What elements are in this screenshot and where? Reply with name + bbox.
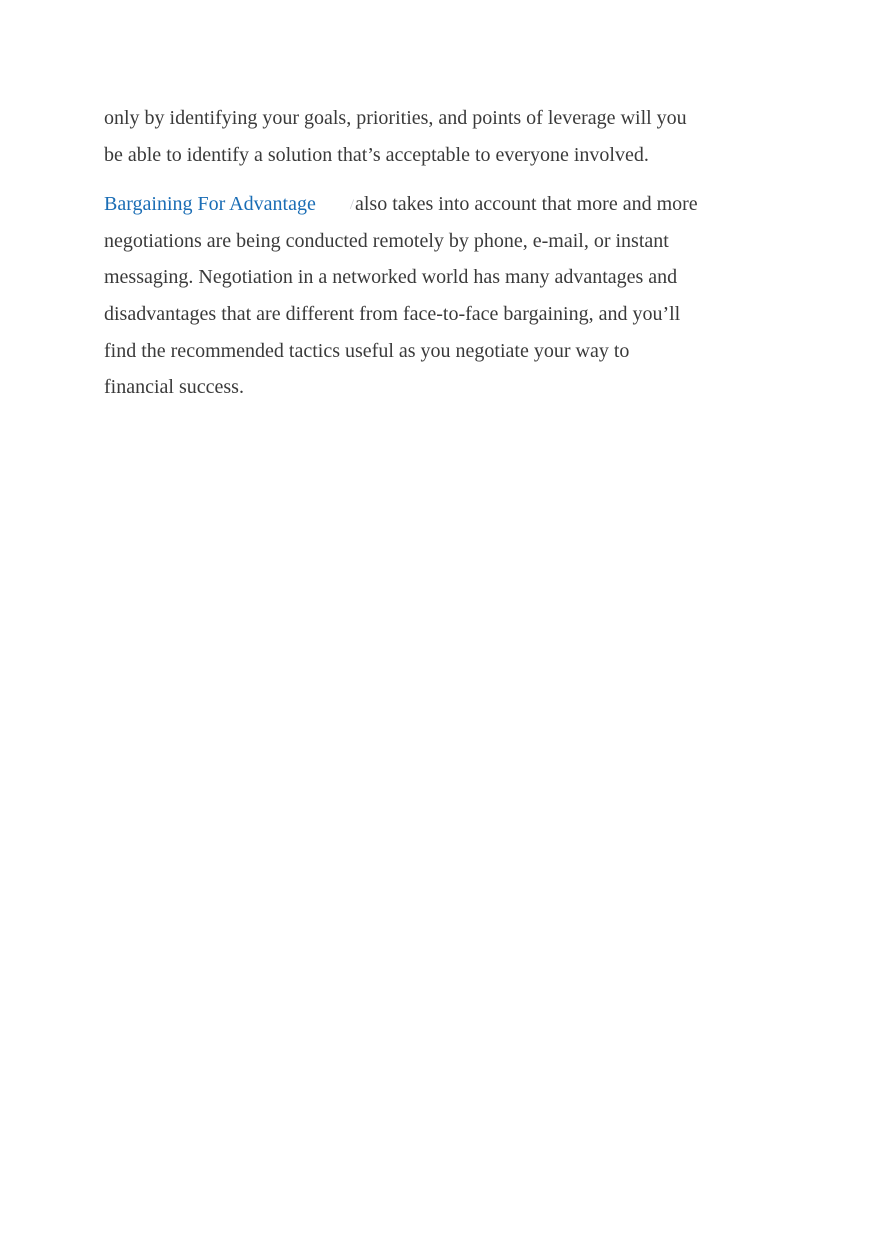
- book-title-link[interactable]: Bargaining For Advantage: [104, 193, 316, 215]
- paragraph-2-line-5: [104, 339, 629, 363]
- paragraph-2-line-6: [104, 375, 244, 399]
- text-span: financial success.: [104, 376, 244, 398]
- paragraph-2-line-4: [104, 302, 680, 326]
- paragraph-1-line-2: [104, 143, 649, 167]
- paragraph-2-line-3: [104, 265, 677, 289]
- paragraph-2-line-1: [104, 192, 698, 216]
- text-span: messaging. Negotiation in a networked world has many advantages and: [104, 266, 678, 288]
- paragraph-2-line-2: [104, 229, 669, 253]
- text-span: disadvantages that are different from face-to-face bargaining, and you’ll: [104, 303, 681, 325]
- text-span: only by identifying your goals, priorities, and points of leverage will you: [104, 107, 687, 129]
- paragraph-1-line-1: [104, 106, 687, 130]
- text-span: negotiations are being conducted remotely by phone, e-mail, or instant: [104, 230, 669, 252]
- text-span: find the recommended tactics useful as you negotiate your way to: [104, 340, 630, 362]
- text-span: be able to identify a solution that’s acceptable to everyone involved.: [104, 144, 649, 166]
- slash-marker: /: [349, 197, 354, 213]
- text-span: also takes into account that more and more: [355, 193, 698, 215]
